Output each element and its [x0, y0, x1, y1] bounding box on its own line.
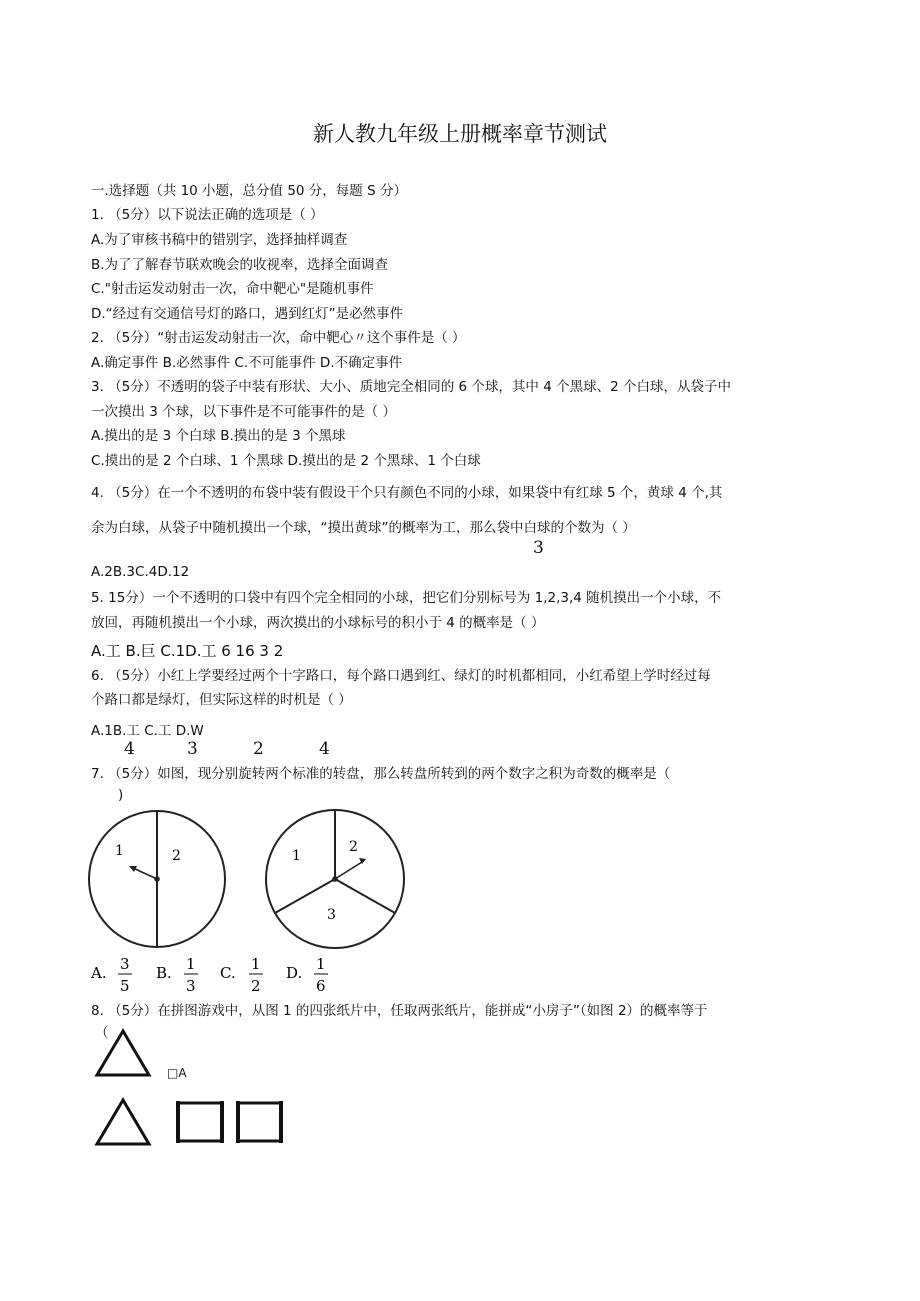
section-heading: 一.选择题（共 10 小题，总分值 50 分，每题 S 分）: [91, 183, 407, 199]
q7-stem: 7. （5分）如图，现分别旋转两个标准的转盘，那么转盘所转到的两个数字之积为奇数的概率是（: [91, 766, 671, 782]
q1-option-c: C."射击运发动射击一次，命中靶心"是随机事件: [91, 281, 374, 297]
square-piece-1: [178, 1101, 222, 1143]
q8-figure-label: □A: [167, 1066, 187, 1080]
triangle-piece-2: [97, 1100, 149, 1144]
spinner-2-pointer: [335, 862, 362, 879]
q2-options: A.确定事件 B.必然事件 C.不可能事件 D.不确定事件: [91, 355, 403, 371]
q3-options-line2: C.摸出的是 2 个白球、1 个黑球 D.摸出的是 2 个黑球、1 个白球: [91, 453, 481, 469]
q6-stem-line1: 6. （5分）小红上学要经过两个十字路口，每个路口遇到红、绿灯的时机都相同，小红希望上学时经过每: [91, 668, 711, 684]
spinner-2: [266, 810, 404, 948]
q6-denominator-c: 2: [253, 739, 264, 759]
square-piece-2: [238, 1101, 281, 1143]
q7-option-c-den: 2: [251, 977, 261, 995]
q7-option-c-num: 1: [251, 955, 261, 973]
q6-options: A.1B.工 C.工 D.W: [91, 723, 204, 739]
spinner-2-label-3: 3: [327, 907, 336, 923]
q8-stem: 8. （5分）在拼图游戏中，从图 1 的四张纸片中，任取两张纸片，能拼成“小房子”（如图 2）的概率等于: [91, 1003, 708, 1019]
page-title: 新人教九年级上册概率章节测试: [313, 122, 607, 146]
q7-stem-close: ): [118, 787, 124, 803]
spinner-2-label-1: 1: [292, 848, 301, 864]
q7-option-b-den: 3: [186, 977, 196, 995]
q4-stem-line2: 余为白球，从袋子中随机摸出一个球，“摸出黄球”的概率为工，那么袋中白球的个数为（ ）: [91, 520, 636, 536]
spinner-2-label-2: 2: [349, 839, 358, 855]
q4-stem-line1: 4. （5分）在一个不透明的布袋中装有假设干个只有颜色不同的小球，如果袋中有红球 5 个，黄球 4 个,其: [91, 485, 723, 501]
q7-option-d-den: 6: [316, 977, 326, 995]
q7-option-a-num: 3: [120, 955, 130, 973]
q6-denominator-d: 4: [319, 739, 330, 759]
spinner-1-label-1: 1: [115, 843, 124, 859]
q7-option-b-num: 1: [186, 955, 196, 973]
spinner-1: [89, 811, 225, 947]
q7-option-b-letter: B.: [156, 964, 172, 982]
q4-options: A.2B.3C.4D.12: [91, 564, 190, 580]
q7-option-d-letter: D.: [286, 964, 303, 982]
q6-stem-line2: 个路口都是绿灯，但实际这样的时机是（ ）: [91, 692, 352, 708]
q7-option-d-num: 1: [316, 955, 326, 973]
q4-fraction-denominator: 3: [533, 538, 544, 558]
q6-denominator-b: 3: [187, 739, 198, 759]
q7-option-a: [90, 955, 132, 995]
q1-option-d: D.“经过有交通信号灯的路口，遇到红灯”是必然事件: [91, 306, 404, 322]
q5-stem-line1: 5. 15分）一个不透明的口袋中有四个完全相同的小球，把它们分别标号为 1,2,3,4 随机摸出一个小球，不: [91, 590, 722, 606]
q7-option-a-letter: A.: [91, 964, 107, 982]
q1-option-b: B.为了了解春节联欢晚会的收视率，选择全面调查: [91, 257, 389, 273]
q2-stem: 2. （5分）“射击运发动射击一次，命中靶心〃这个事件是（ ）: [91, 330, 466, 346]
q8-stem-line2: （: [95, 1025, 109, 1041]
q7-option-c: [220, 955, 263, 995]
q3-options-line1: A.摸出的是 3 个白球 B.摸出的是 3 个黑球: [91, 428, 346, 444]
q5-options: A.工 B.巨 C.1D.工 6 16 3 2: [91, 642, 284, 660]
q7-option-b: [156, 955, 198, 995]
q3-stem-line1: 3. （5分）不透明的袋子中装有形状、大小、质地完全相同的 6 个球，其中 4 个黑球、2 个白球，从袋子中: [91, 379, 731, 395]
q7-option-c-letter: C.: [220, 964, 236, 982]
q7-option-a-den: 5: [120, 977, 130, 995]
q3-stem-line2: 一次摸出 3 个球，以下事件是不可能事件的是（ ）: [91, 404, 396, 420]
q1-option-a: A.为了审核书稿中的错别字，选择抽样调查: [91, 232, 348, 248]
q6-denominator-a: 4: [124, 739, 135, 759]
q1-stem: 1. （5分）以下说法正确的选项是（ ）: [91, 207, 324, 223]
q5-stem-line2: 放回，再随机摸出一个小球，两次摸出的小球标号的积小于 4 的概率是（ ）: [91, 615, 545, 631]
spinner-1-label-2: 2: [172, 848, 181, 864]
q8-figure: [97, 1031, 281, 1144]
q7-option-d: [286, 955, 328, 995]
spinner-1-pointer: [133, 868, 157, 879]
